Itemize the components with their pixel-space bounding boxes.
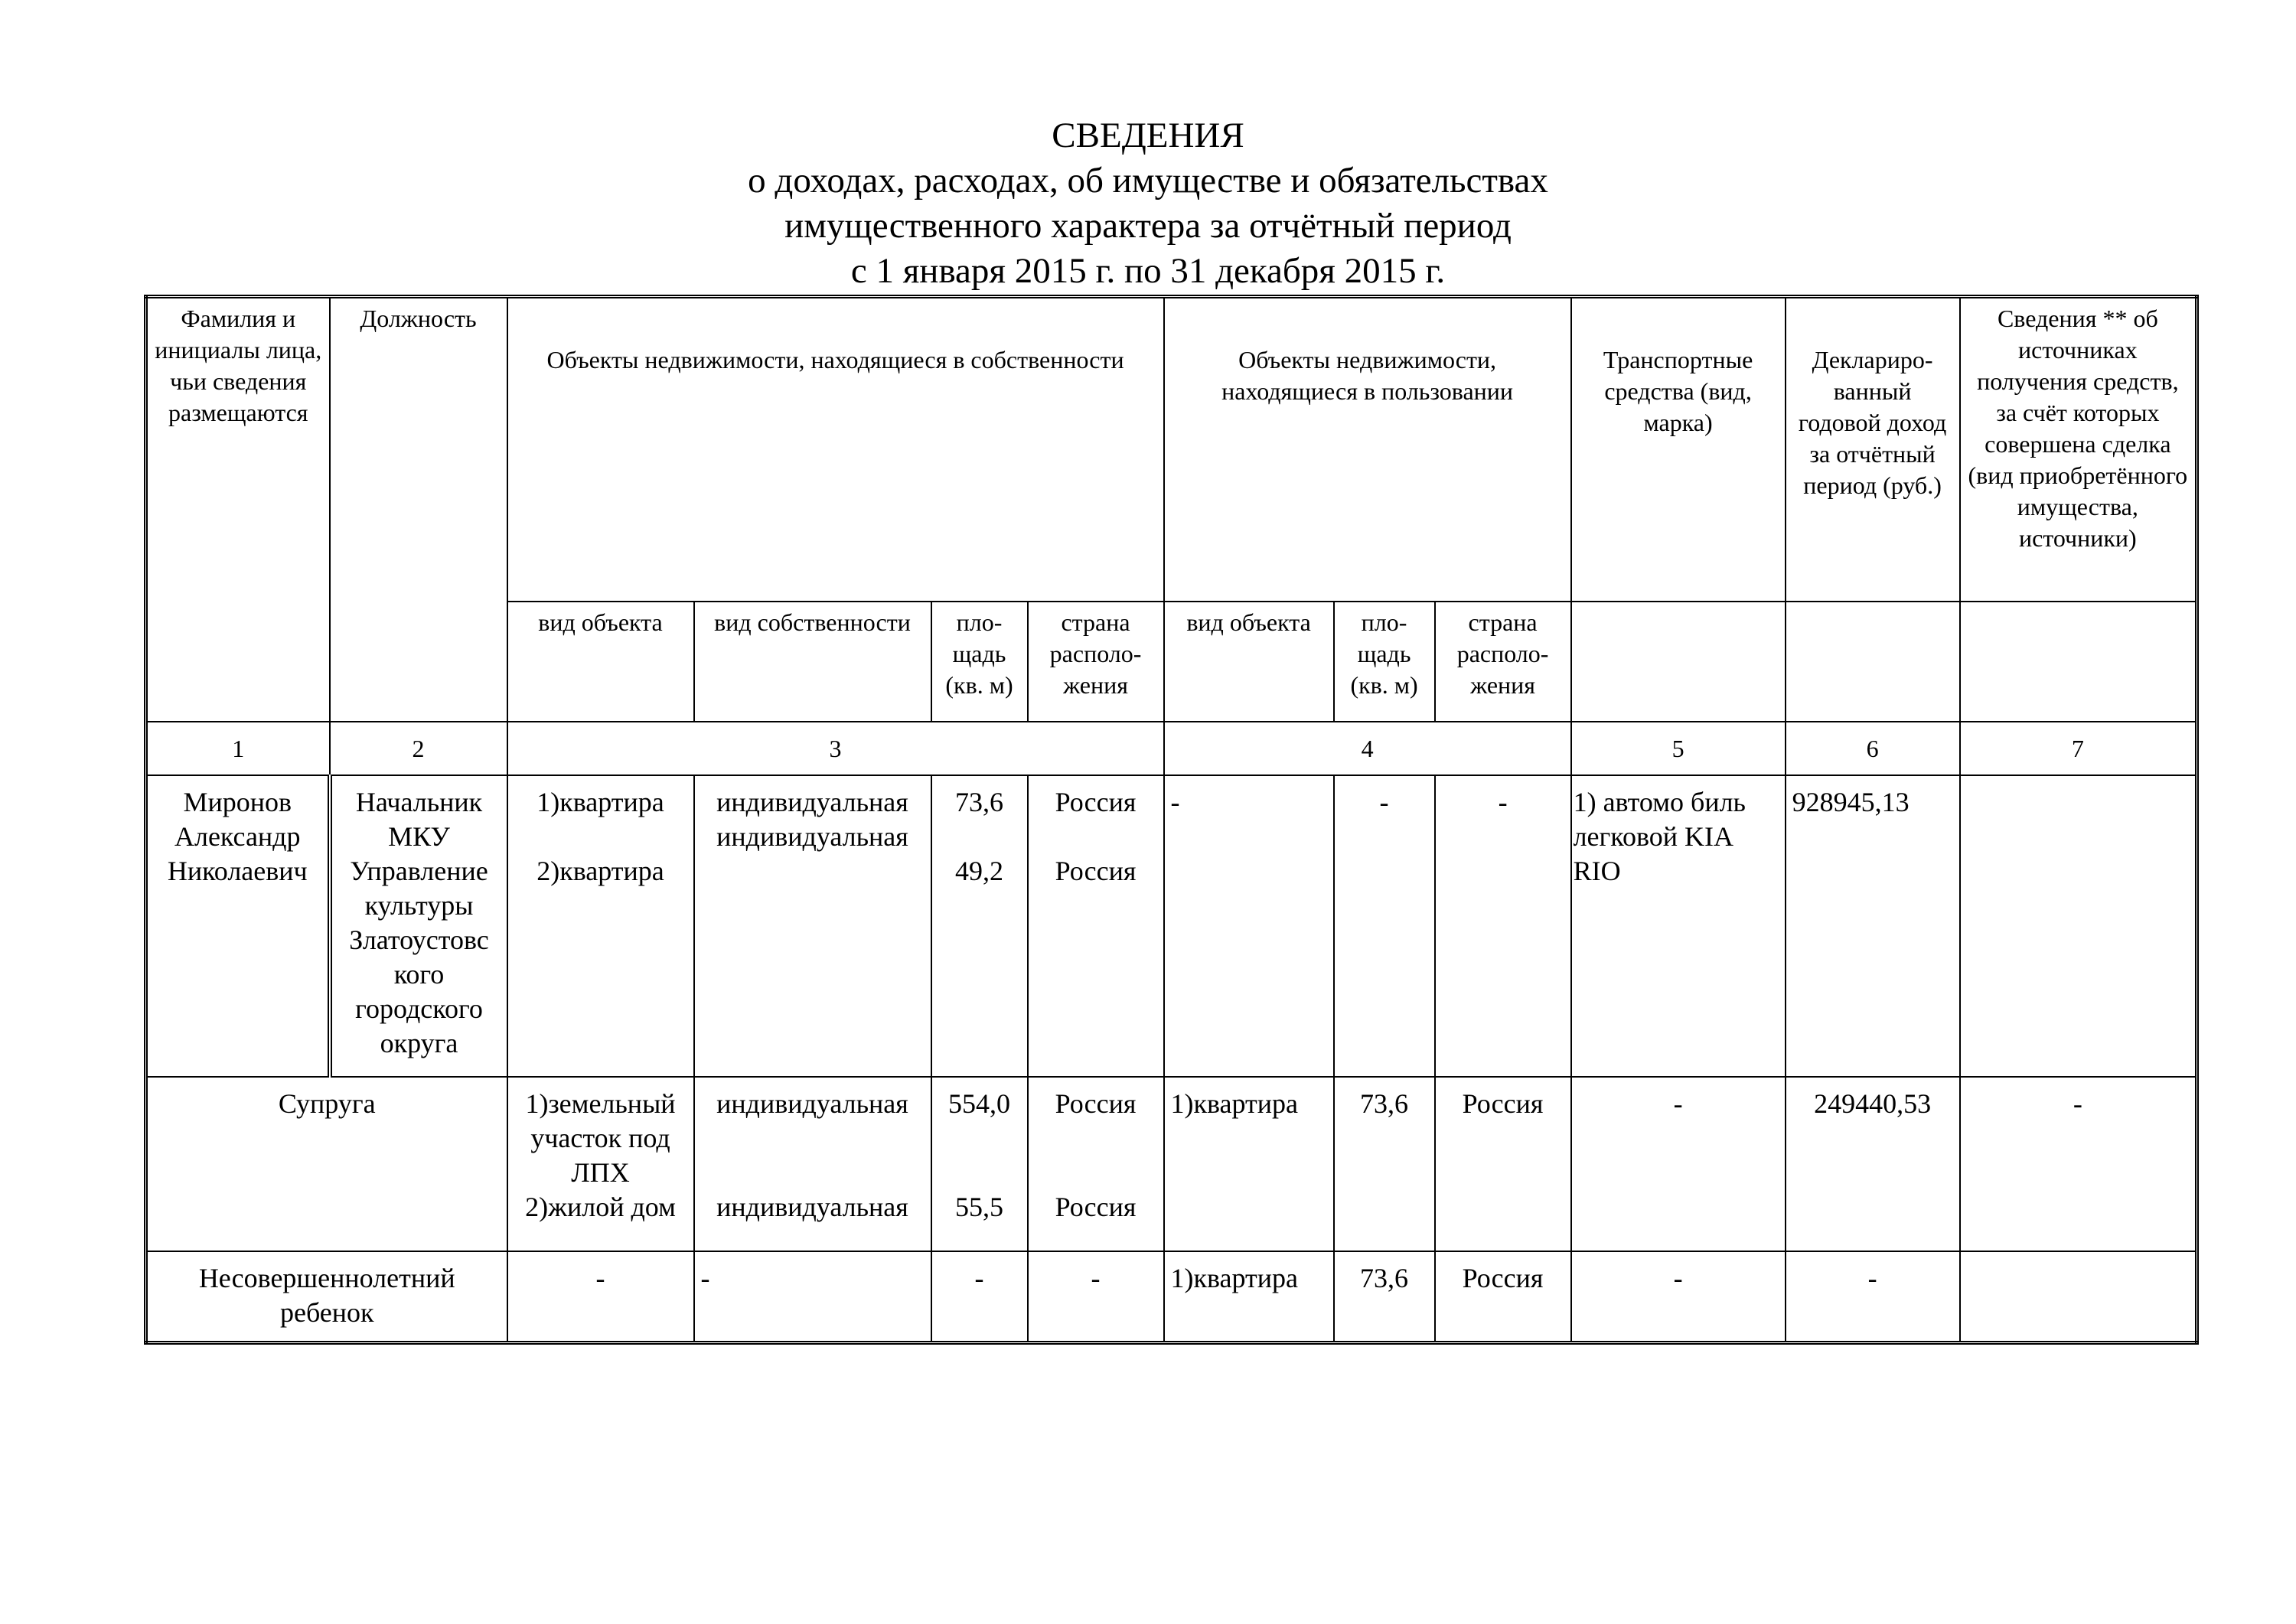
header-owned-property: Объекты недвижимости, находящиеся в собственности xyxy=(507,297,1164,602)
transport-vehicles: 1) автомо биль легковой KIA RIO xyxy=(1571,775,1786,1077)
income-sources xyxy=(1960,775,2197,1077)
used-object-type: 1)квартира xyxy=(1164,1251,1334,1343)
owned-object-type: 1)квартира xyxy=(536,786,664,817)
ownership-type: индивидуальная xyxy=(716,1191,908,1222)
subheader-owned-area: пло-щадь (кв. м) xyxy=(931,602,1028,722)
used-country: Россия xyxy=(1435,1251,1571,1343)
column-number: 4 xyxy=(1164,722,1571,775)
used-area: 73,6 xyxy=(1334,1077,1435,1251)
subheader-owned-type: вид объекта xyxy=(507,602,694,722)
used-country: Россия xyxy=(1435,1077,1571,1251)
owned-areas xyxy=(931,1077,1028,1251)
owned-area: 55,5 xyxy=(955,1191,1003,1222)
column-number-row xyxy=(146,722,2197,775)
owned-country: Россия xyxy=(1055,1088,1137,1119)
owned-country: Россия xyxy=(1055,855,1137,886)
declaration-table xyxy=(144,295,2199,1345)
income-sources xyxy=(1960,1251,2197,1343)
ownership-type: - xyxy=(694,1251,931,1343)
owned-object-type: 2)квартира xyxy=(536,855,664,886)
declared-income: 249440,53 xyxy=(1786,1077,1960,1251)
table-row xyxy=(146,1251,2197,1343)
owned-object-type: - xyxy=(507,1251,694,1343)
owned-areas xyxy=(931,775,1028,1077)
table-row xyxy=(146,1077,2197,1251)
transport-vehicles: - xyxy=(1571,1077,1786,1251)
subheader-owned-ownership: вид собственности xyxy=(694,602,931,722)
ownership-type: индивидуальная xyxy=(716,786,908,817)
header-used-property: Объекты недвижимости, находящиеся в пользовании xyxy=(1164,297,1571,602)
used-area: - xyxy=(1334,775,1435,1077)
used-object-type: - xyxy=(1164,775,1334,1077)
column-number: 7 xyxy=(1960,722,2197,775)
ownership-type: индивидуальная xyxy=(716,820,908,852)
column-number: 5 xyxy=(1571,722,1786,775)
subheader-used-area: пло-щадь (кв. м) xyxy=(1334,602,1435,722)
used-object-type: 1)квартира xyxy=(1164,1077,1334,1251)
owned-area: 73,6 xyxy=(955,786,1003,817)
declared-income: - xyxy=(1786,1251,1960,1343)
owned-object-type: 2)жилой дом xyxy=(525,1191,676,1222)
official-name: Миронов Александр Николаевич xyxy=(146,775,330,1077)
subheader-owned-country: страна располо-жения xyxy=(1028,602,1164,722)
subheader-empty-5 xyxy=(1571,602,1786,722)
official-position: Начальник МКУ Управление культуры Златоустовс кого городского округа xyxy=(330,775,507,1077)
subheader-empty-6 xyxy=(1786,602,1960,722)
relative-child: Несовершеннолетний ребенок xyxy=(146,1251,507,1343)
owned-area: 554,0 xyxy=(948,1088,1010,1119)
ownership-types xyxy=(694,775,931,1077)
document-title xyxy=(0,113,2296,294)
owned-object-type: 1)земельный участок под ЛПХ xyxy=(525,1088,676,1188)
owned-countries xyxy=(1028,775,1164,1077)
owned-area: 49,2 xyxy=(955,855,1003,886)
owned-country: Россия xyxy=(1055,786,1137,817)
subheader-used-type: вид объекта xyxy=(1164,602,1334,722)
table-row xyxy=(146,775,2197,1077)
relative-spouse: Супруга xyxy=(146,1077,507,1251)
column-number: 1 xyxy=(146,722,330,775)
income-sources: - xyxy=(1960,1077,2197,1251)
title-line-2: о доходах, расходах, об имуществе и обязательствах xyxy=(748,161,1548,201)
owned-object-types xyxy=(507,775,694,1077)
transport-vehicles: - xyxy=(1571,1251,1786,1343)
header-transport: Транспортные средства (вид, марка) xyxy=(1571,297,1786,602)
subheader-empty-7 xyxy=(1960,602,2197,722)
column-number: 3 xyxy=(507,722,1164,775)
ownership-types xyxy=(694,1077,931,1251)
owned-object-types xyxy=(507,1077,694,1251)
owned-area: - xyxy=(931,1251,1028,1343)
owned-country: Россия xyxy=(1055,1191,1137,1222)
title-line-4: с 1 января 2015 г. по 31 декабря 2015 г. xyxy=(850,251,1446,291)
title-line-3: имущественного характера за отчётный период xyxy=(784,206,1512,246)
ownership-type: индивидуальная xyxy=(716,1088,908,1119)
header-income: Деклариро-ванный годовой доход за отчётный период (руб.) xyxy=(1786,297,1960,602)
used-country: - xyxy=(1435,775,1571,1077)
header-position: Должность xyxy=(330,297,507,722)
owned-countries xyxy=(1028,1077,1164,1251)
header-name: Фамилия и инициалы лица, чьи сведения размещаются xyxy=(146,297,330,722)
owned-country: - xyxy=(1028,1251,1164,1343)
header-sources: Сведения ** об источниках получения средств, за счёт которых совершена сделка (вид приобретённого имущества, источники) xyxy=(1960,297,2197,602)
subheader-used-country: страна располо-жения xyxy=(1435,602,1571,722)
declared-income: 928945,13 xyxy=(1786,775,1960,1077)
title-line-1: СВЕДЕНИЯ xyxy=(1052,116,1244,155)
column-number: 6 xyxy=(1786,722,1960,775)
column-number: 2 xyxy=(330,722,507,775)
used-area: 73,6 xyxy=(1334,1251,1435,1343)
header-row xyxy=(146,297,2197,602)
